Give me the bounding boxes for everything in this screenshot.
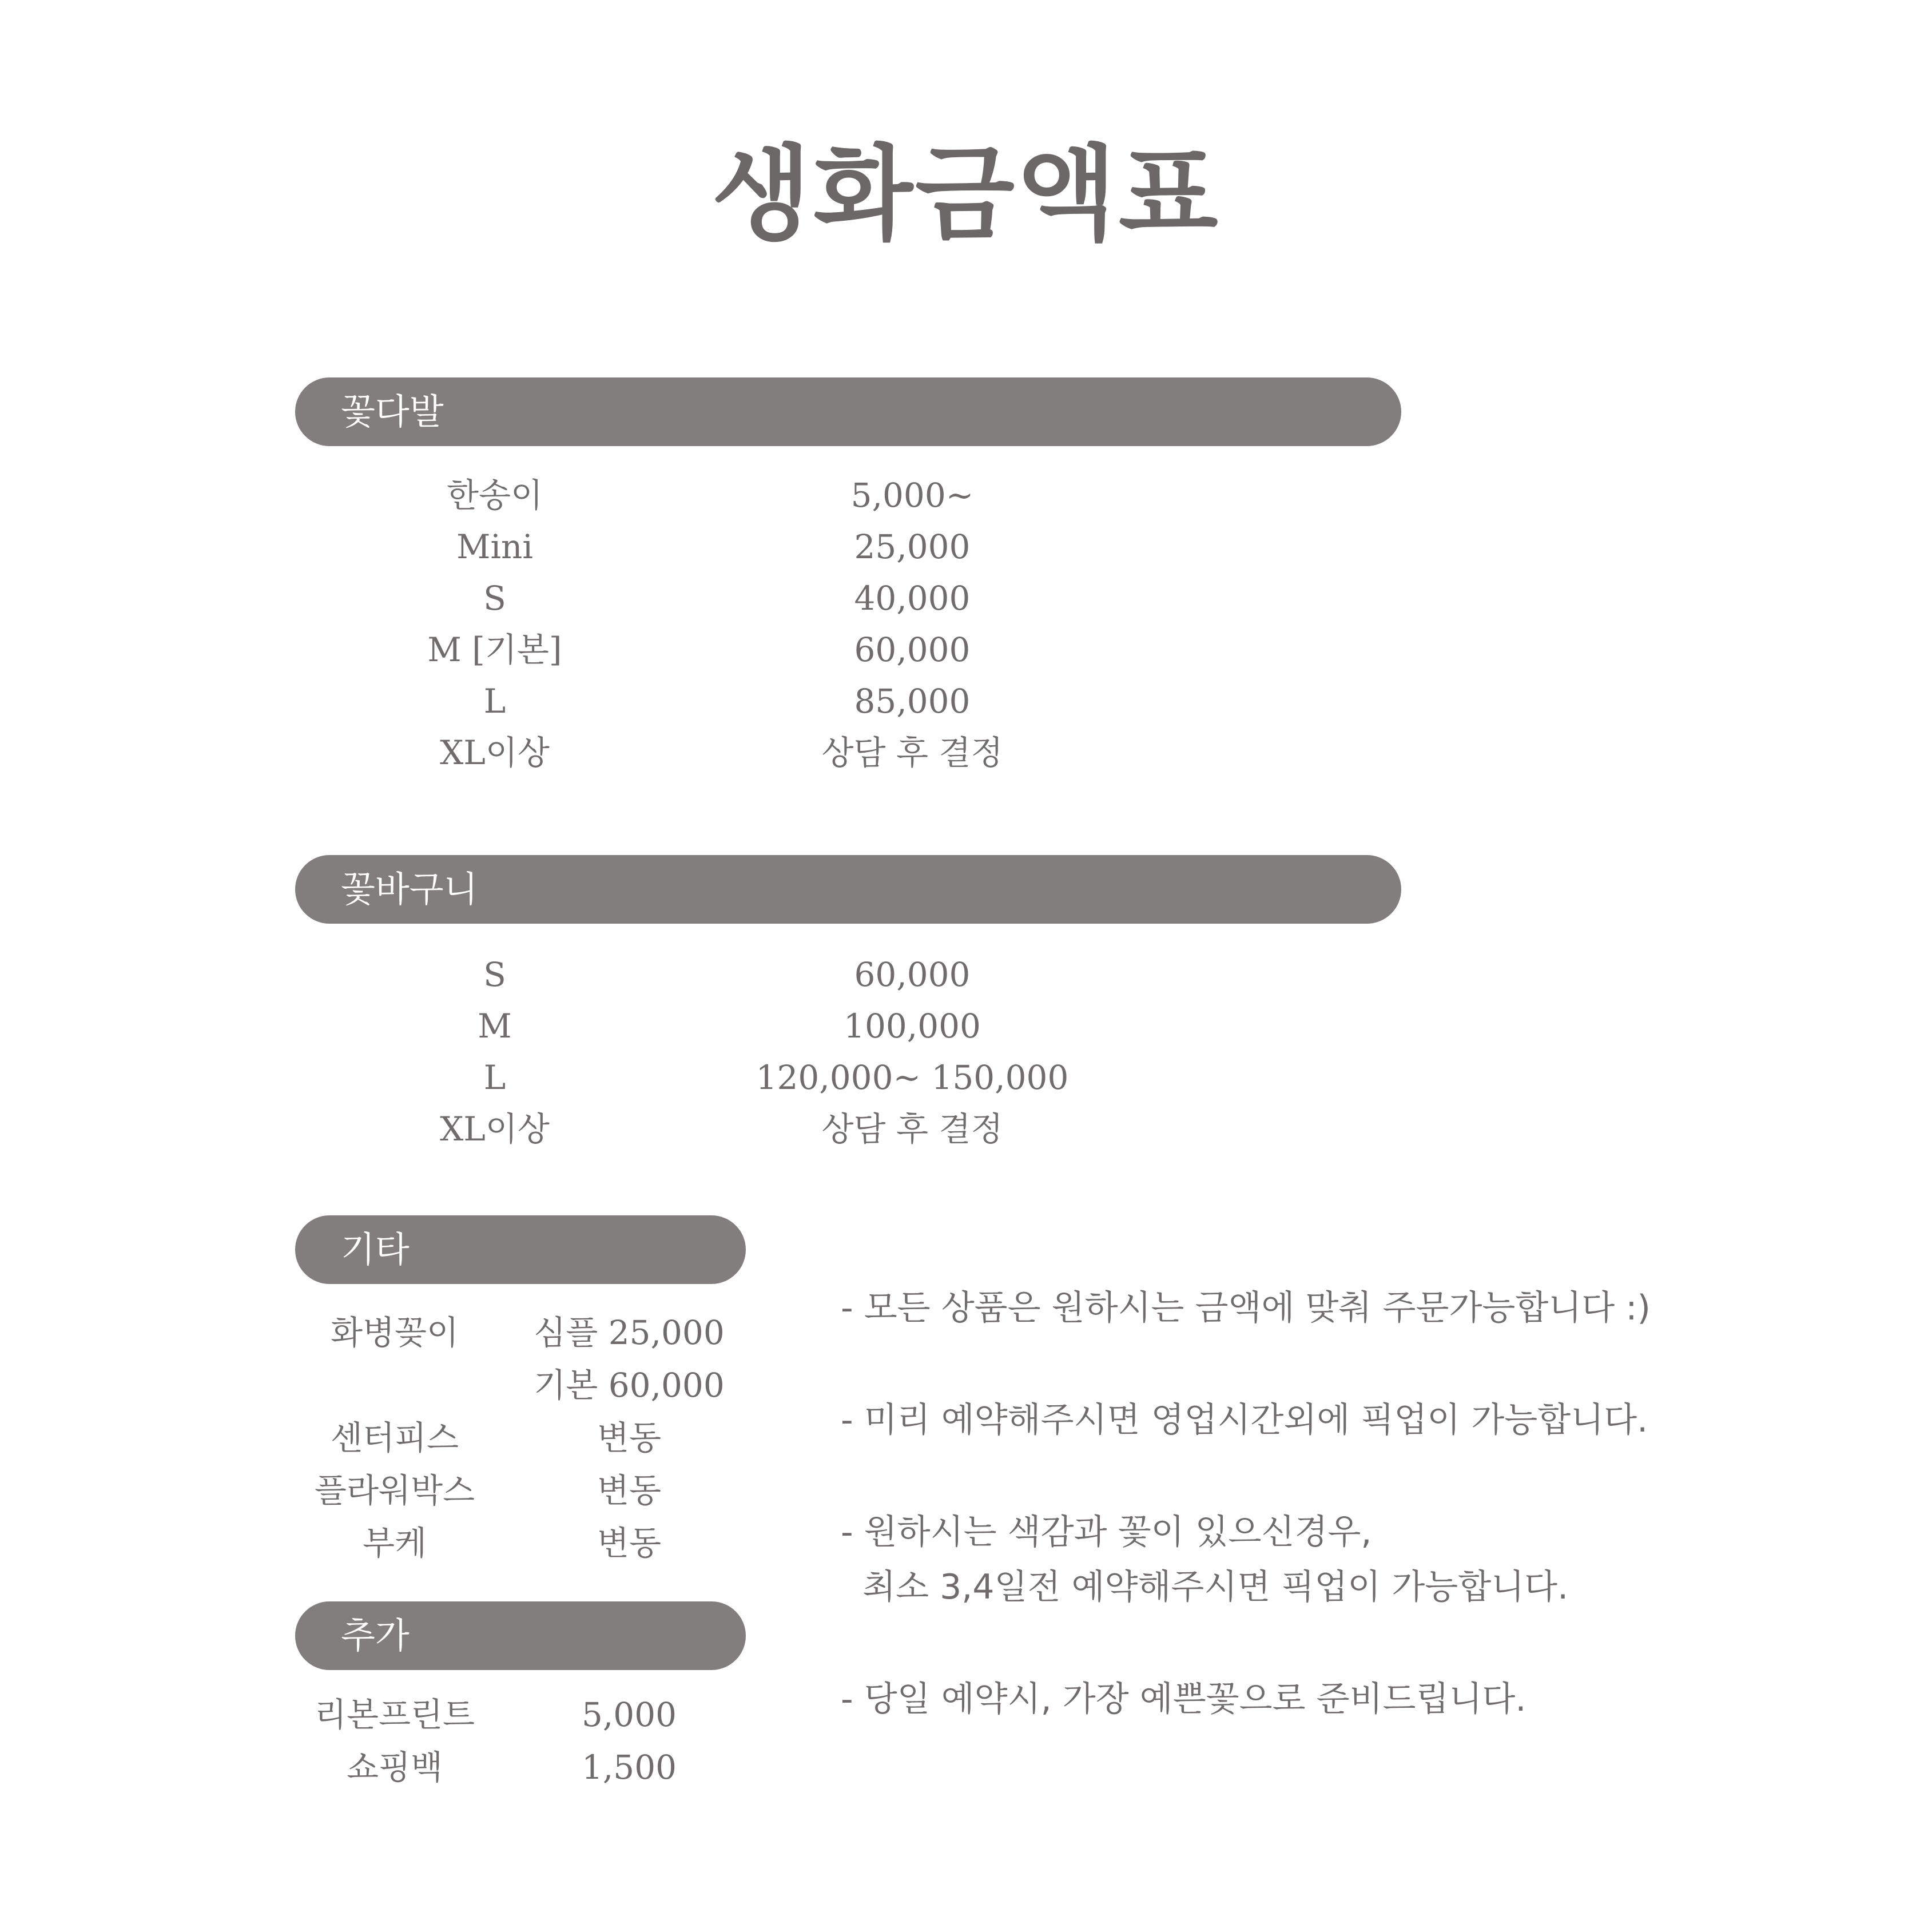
etc-row-label: 플라워박스 xyxy=(314,1471,475,1510)
section-header-bouquet: 꽃다발 xyxy=(295,377,1401,446)
bouquet-row-label: XL이상 xyxy=(440,733,550,772)
section-header-basket: 꽃바구니 xyxy=(295,855,1401,924)
bouquet-row-price: 40,000 xyxy=(854,579,971,618)
note-line: - 당일 예약시, 가장 예쁜꽃으로 준비드립니다. xyxy=(841,1679,1526,1719)
note-line: - 모든 상품은 원하시는 금액에 맞춰 주문가능합니다 :) xyxy=(841,1288,1651,1328)
bouquet-row-label: L xyxy=(483,682,506,721)
bouquet-row-price: 상담 후 결정 xyxy=(821,733,1003,772)
extra-row-label: 리본프린트 xyxy=(314,1695,475,1734)
etc-row-price: 변동 xyxy=(597,1418,662,1457)
etc-row-price: 심플 25,000 xyxy=(534,1313,725,1352)
note-line: - 원하시는 색감과 꽃이 있으신경우, xyxy=(841,1512,1372,1552)
etc-row-label: 화병꽂이 xyxy=(330,1313,459,1352)
bouquet-row-label: 한송이 xyxy=(446,476,543,515)
bouquet-row-price: 5,000~ xyxy=(850,476,974,515)
extra-row-label: 쇼핑백 xyxy=(346,1748,443,1787)
basket-row-label: S xyxy=(483,955,506,994)
section-header-extra: 추가 xyxy=(295,1601,746,1670)
etc-row-price: 변동 xyxy=(597,1471,662,1510)
bouquet-row-label: Mini xyxy=(456,527,533,566)
section-header-etc: 기타 xyxy=(295,1215,746,1284)
etc-row-label: 부케 xyxy=(362,1524,427,1563)
basket-row-label: M xyxy=(478,1007,512,1045)
note-line: - 미리 예약해주시면 영업시간외에 픽업이 가능합니다. xyxy=(841,1400,1648,1440)
etc-row-price: 변동 xyxy=(597,1524,662,1563)
basket-row-price: 100,000 xyxy=(844,1007,981,1045)
page-title: 생화금액표 xyxy=(711,134,1221,255)
etc-row-label: 센터피스 xyxy=(330,1418,459,1457)
etc-row-price: 기본 60,000 xyxy=(534,1366,725,1405)
extra-row-price: 5,000 xyxy=(581,1695,677,1734)
bouquet-row-price: 25,000 xyxy=(854,527,971,566)
basket-row-price: 상담 후 결정 xyxy=(821,1110,1003,1148)
bouquet-row-label: S xyxy=(483,579,506,618)
basket-row-price: 120,000~ 150,000 xyxy=(756,1058,1069,1097)
note-line: 최소 3,4일전 예약해주시면 픽업이 가능합니다. xyxy=(841,1567,1569,1607)
bouquet-row-price: 85,000 xyxy=(854,682,971,721)
basket-row-price: 60,000 xyxy=(854,955,971,994)
basket-row-label: L xyxy=(483,1058,506,1097)
bouquet-row-label: M [기본] xyxy=(427,630,562,669)
bouquet-row-price: 60,000 xyxy=(854,630,971,669)
extra-row-price: 1,500 xyxy=(581,1748,677,1787)
basket-row-label: XL이상 xyxy=(440,1110,550,1148)
